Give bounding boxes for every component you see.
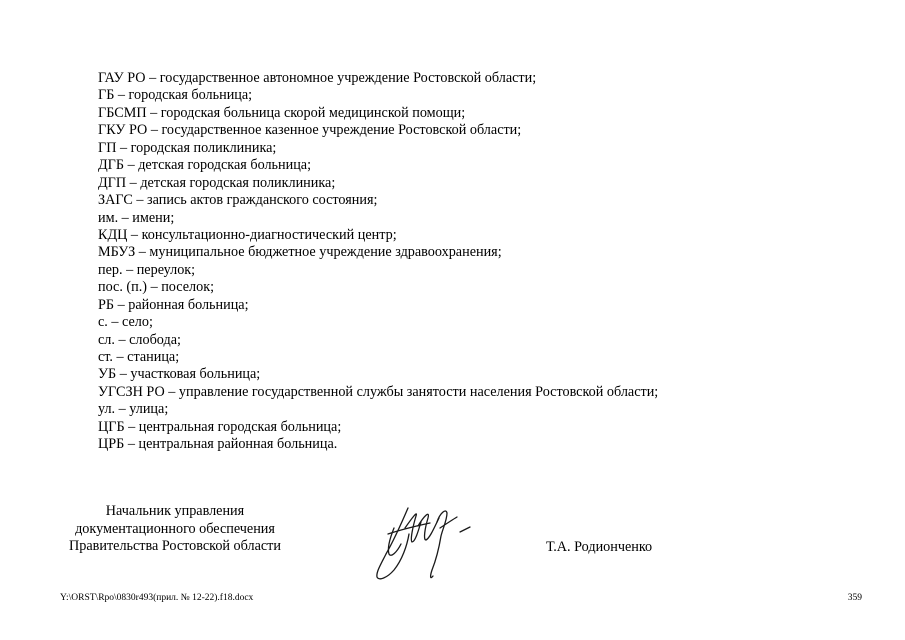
signer-title-line: документационного обеспечения <box>75 520 275 537</box>
signer-title-line: Начальник управления <box>105 503 245 519</box>
abbreviation-item: ДГП – детская городская поликлиника; <box>98 174 336 191</box>
abbreviation-item: УГСЗН РО – управление государственной службы занятости населения Ростовской области; <box>98 383 659 400</box>
abbreviation-item: ЦРБ – центральная районная больница. <box>98 436 338 453</box>
abbreviation-item: КДЦ – консультационно-диагностический центр; <box>98 226 397 243</box>
footer-file-path: Y:\ORST\Rpo\0830r493(прил. № 12-22).f18.docx <box>60 593 254 603</box>
abbreviation-item: ГП – городская поликлиника; <box>98 139 277 156</box>
abbreviation-item: сл. – слобода; <box>98 331 181 348</box>
abbreviation-item: с. – село; <box>98 314 153 331</box>
abbreviation-item: ст. – станица; <box>98 349 180 365</box>
signer-title-line: Правительства Ростовской области <box>69 538 281 554</box>
abbreviation-item: ГБСМП – городская больница скорой медицинской помощи; <box>98 104 466 121</box>
handwritten-signature <box>360 498 490 586</box>
abbreviation-item: пос. (п.) – поселок; <box>98 279 215 296</box>
abbreviation-item: ГКУ РО – государственное казенное учреждение Ростовской области; <box>98 122 522 139</box>
abbreviation-item: им. – имени; <box>98 209 175 226</box>
abbreviation-item: ДГБ – детская городская больница; <box>98 157 312 174</box>
abbreviation-item: УБ – участковая больница; <box>98 366 261 383</box>
abbreviation-item: ЦГБ – центральная городская больница; <box>98 418 342 435</box>
signer-title <box>60 503 290 556</box>
abbreviation-item: ГАУ РО – государственное автономное учреждение Ростовской области; <box>98 70 537 86</box>
abbreviation-item: МБУЗ – муниципальное бюджетное учреждение здравоохранения; <box>98 244 502 261</box>
abbreviation-item: ул. – улица; <box>98 401 169 418</box>
page-number: 359 <box>847 593 862 603</box>
signer-name: Т.А. Родионченко <box>546 539 653 555</box>
abbreviation-item: пер. – переулок; <box>98 261 196 278</box>
abbreviation-list <box>98 70 818 454</box>
abbreviation-item: ГБ – городская больница; <box>98 87 253 104</box>
abbreviation-item: ЗАГС – запись актов гражданского состояния; <box>98 192 378 209</box>
abbreviation-item: РБ – районная больница; <box>98 296 249 313</box>
